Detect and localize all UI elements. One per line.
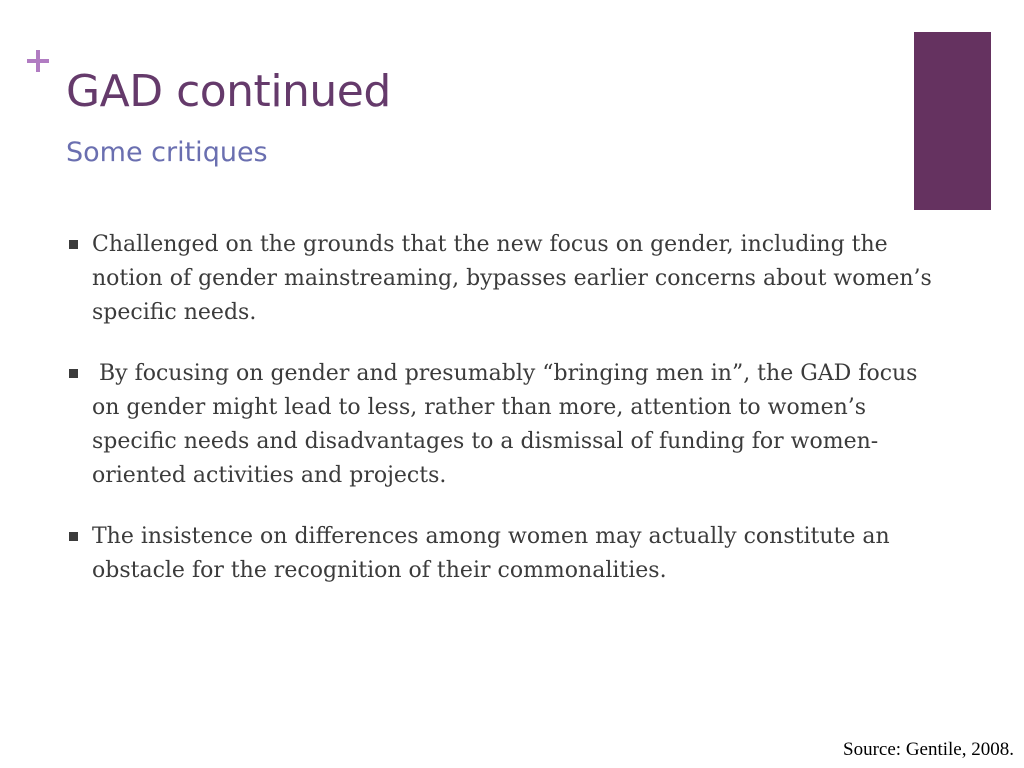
bullet-item — [66, 357, 946, 493]
accent-bar — [914, 32, 991, 210]
bullet-list — [66, 228, 946, 615]
bullet-item — [66, 228, 946, 330]
square-bullet-icon — [69, 369, 78, 378]
source-citation: Source: Gentile, 2008. — [843, 739, 1014, 760]
bullet-text: The insistence on differences among women may actually constitute an obstacle for the recognition of their commonalities. — [92, 524, 890, 583]
slide-title: GAD continued — [66, 66, 391, 117]
bullet-item — [66, 520, 946, 588]
slide-subtitle: Some critiques — [66, 137, 268, 168]
bullet-text: Challenged on the grounds that the new focus on gender, including the notion of gender mainstreaming, bypasses earlier concerns about women’s specific needs. — [92, 232, 932, 325]
bullet-text: By focusing on gender and presumably “bringing men in”, the GAD focus on gender might lead to less, rather than more, attention to women’s specific needs and disadvantages to a dismissal of funding for women-oriented activities and projects. — [92, 361, 925, 488]
square-bullet-icon — [69, 532, 78, 541]
square-bullet-icon — [69, 240, 78, 249]
plus-icon — [27, 50, 49, 72]
